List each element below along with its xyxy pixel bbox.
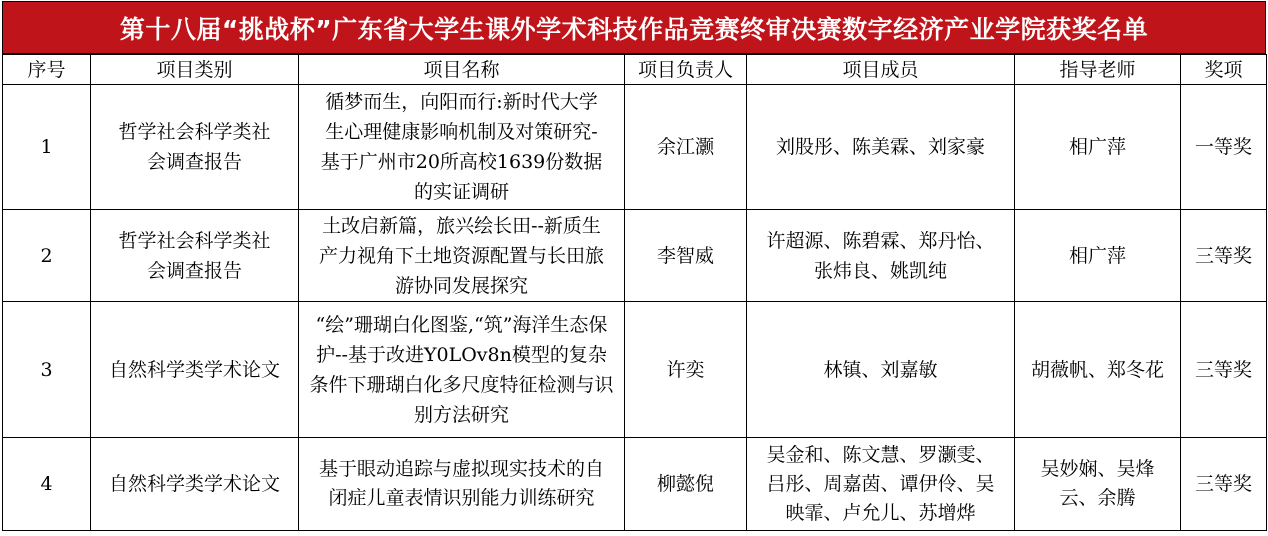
cell-no: 2 xyxy=(3,210,91,302)
cell-category xyxy=(91,210,299,302)
table-row xyxy=(3,85,1267,210)
cell-category-text: 哲学社会科学类社会调查报告 xyxy=(118,229,271,282)
cell-name xyxy=(299,210,625,302)
cell-advisor: 相广萍 xyxy=(1015,210,1181,302)
cell-members xyxy=(747,438,1015,531)
cell-name-text: “绘”珊瑚白化图鉴,“筑”海洋生态保护--基于改进Y0LOv8n模型的复杂条件下珊瑚白化多尺度特征检测与识别方法研究 xyxy=(309,313,614,426)
cell-leader: 李智威 xyxy=(625,210,747,302)
cell-leader: 余江灏 xyxy=(625,85,747,210)
cell-award: 三等奖 xyxy=(1181,210,1267,302)
cell-members-text: 许超源、陈碧霖、郑丹怡、张炜良、姚凯纯 xyxy=(766,229,995,282)
cell-advisor-text: 吴妙娴、吴烽云、余腾 xyxy=(1040,458,1155,509)
cell-name xyxy=(299,302,625,438)
header-no: 序号 xyxy=(3,55,91,85)
cell-name-text: 基于眼动追踪与虚拟现实技术的自闭症儿童表情识别能力训练研究 xyxy=(319,458,605,509)
header-row xyxy=(3,55,1267,85)
cell-award: 三等奖 xyxy=(1181,438,1267,531)
header-award: 奖项 xyxy=(1181,55,1267,85)
cell-award: 一等奖 xyxy=(1181,85,1267,210)
cell-category: 自然科学类学术论文 xyxy=(91,438,299,531)
cell-members: 刘股彤、陈美霖、刘家豪 xyxy=(747,85,1015,210)
cell-members: 林镇、刘嘉敏 xyxy=(747,302,1015,438)
cell-members-text: 吴金和、陈文慧、罗灏雯、吕彤、周嘉茵、谭伊伶、吴映霏、卢允儿、苏增烨 xyxy=(766,443,995,524)
cell-no: 3 xyxy=(3,302,91,438)
cell-name xyxy=(299,438,625,531)
header-advisor: 指导老师 xyxy=(1015,55,1181,85)
header-members: 项目成员 xyxy=(747,55,1015,85)
award-table xyxy=(2,54,1267,531)
cell-category-text: 哲学社会科学类社会调查报告 xyxy=(118,121,271,173)
cell-no: 1 xyxy=(3,85,91,210)
cell-no: 4 xyxy=(3,438,91,531)
table-row xyxy=(3,210,1267,302)
cell-category xyxy=(91,85,299,210)
table-row xyxy=(3,438,1267,531)
cell-members xyxy=(747,210,1015,302)
cell-advisor: 胡薇帆、郑冬花 xyxy=(1015,302,1181,438)
cell-award: 三等奖 xyxy=(1181,302,1267,438)
cell-name-text: 土改启新篇，旅兴绘长田--新质生产力视角下土地资源配置与长田旅游协同发展探究 xyxy=(319,214,605,297)
cell-name xyxy=(299,85,625,210)
header-leader: 项目负责人 xyxy=(625,55,747,85)
cell-advisor: 相广萍 xyxy=(1015,85,1181,210)
table-row xyxy=(3,302,1267,438)
cell-advisor xyxy=(1015,438,1181,531)
header-category: 项目类别 xyxy=(91,55,299,85)
cell-category: 自然科学类学术论文 xyxy=(91,302,299,438)
cell-name-text: 循梦而生，向阳而行:新时代大学生心理健康影响机制及对策研究-基于广州市20所高校1639份数据的实证调研 xyxy=(320,91,603,203)
cell-leader: 柳懿倪 xyxy=(625,438,747,531)
sheet-title: 第十八届“挑战杯”广东省大学生课外学术科技作品竞赛终审决赛数字经济产业学院获奖名单 xyxy=(2,1,1266,54)
header-name: 项目名称 xyxy=(299,55,625,85)
cell-leader: 许奕 xyxy=(625,302,747,438)
